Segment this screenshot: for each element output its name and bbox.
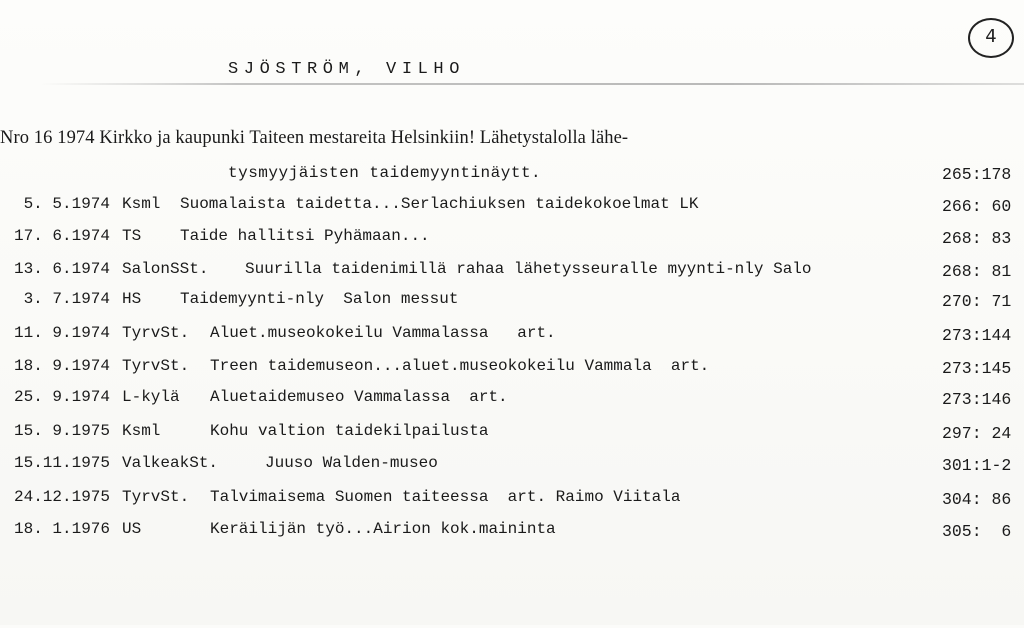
entry-source: Ksml <box>122 422 161 440</box>
entry-date: 17. 6.1974 <box>13 227 110 245</box>
entry-reference: 273:145 <box>942 359 1012 378</box>
entry-date: 13. 6.1974 <box>13 260 110 278</box>
intro-line-1: Nro 16 1974 Kirkko ja kaupunki Taiteen mestareita Helsinkiin! Lähetystalolla lähe- <box>0 128 629 148</box>
list-item <box>0 324 1024 350</box>
entry-title: Taide hallitsi Pyhämaan... <box>180 227 430 245</box>
list-item <box>0 357 1024 383</box>
entry-title: Taidemyynti-nly Salon messut <box>180 290 459 308</box>
entry-source: ValkeakSt. <box>122 454 219 472</box>
entry-title: Treen taidemuseon...aluet.museokokeilu Vammala art. <box>210 357 710 375</box>
entry-date: 15.11.1975 <box>13 454 110 472</box>
entry-date: 18. 1.1976 <box>13 520 110 538</box>
entry-source: US <box>122 520 142 538</box>
header-divider <box>40 83 1024 85</box>
entry-reference: 268: 83 <box>942 229 1012 248</box>
entry-title: Talvimaisema Suomen taiteessa art. Raimo Viitala <box>210 488 681 506</box>
entry-source: TyrvSt. <box>122 488 190 506</box>
page-title: SJÖSTRÖM, VILHO <box>228 60 466 79</box>
list-item <box>0 195 1024 221</box>
entry-date: 11. 9.1974 <box>13 324 110 342</box>
entry-date: 25. 9.1974 <box>13 388 110 406</box>
list-item <box>0 290 1024 316</box>
entry-source: TS <box>122 227 142 245</box>
entry-reference: 305: 6 <box>942 522 1012 541</box>
entry-reference: 304: 86 <box>942 490 1012 509</box>
entry-reference: 266: 60 <box>942 197 1012 216</box>
entry-reference: 273:146 <box>942 390 1012 409</box>
intro-reference: 265:178 <box>942 165 1012 184</box>
list-item <box>0 488 1024 514</box>
entry-source: HS <box>122 290 142 308</box>
entry-source: Ksml <box>122 195 161 213</box>
page-number-badge: 4 <box>968 18 1014 58</box>
entry-reference: 297: 24 <box>942 424 1012 443</box>
entry-reference: 273:144 <box>942 326 1012 345</box>
entry-title: Aluet.museokokeilu Vammalassa art. <box>210 324 556 342</box>
entry-source: L-kylä <box>122 388 180 406</box>
entry-source: SalonSSt. <box>122 260 209 278</box>
entry-date: 3. 7.1974 <box>23 290 110 308</box>
entry-date: 18. 9.1974 <box>13 357 110 375</box>
entry-date: 5. 5.1974 <box>23 195 110 213</box>
entry-date: 15. 9.1975 <box>13 422 110 440</box>
entry-source: TyrvSt. <box>122 324 190 342</box>
entry-title: Keräilijän työ...Airion kok.maininta <box>210 520 556 538</box>
entry-reference: 270: 71 <box>942 292 1012 311</box>
entry-title: Suurilla taidenimillä rahaa lähetysseuralle myynti-nly Salo <box>245 260 812 278</box>
entry-reference: 268: 81 <box>942 262 1012 281</box>
list-item <box>0 520 1024 546</box>
entry-title: Juuso Walden-museo <box>265 454 438 472</box>
list-item <box>0 422 1024 448</box>
entry-title: Suomalaista taidetta...Serlachiuksen taidekokoelmat LK <box>180 195 699 213</box>
intro-line-2: tysmyyjäisten taidemyyntinäytt. <box>228 164 542 182</box>
list-item <box>0 227 1024 253</box>
entry-title: Kohu valtion taidekilpailusta <box>210 422 489 440</box>
list-item <box>0 454 1024 480</box>
entry-title: Aluetaidemuseo Vammalassa art. <box>210 388 508 406</box>
list-item <box>0 260 1024 286</box>
entry-reference: 301:1-2 <box>942 456 1012 475</box>
entry-source: TyrvSt. <box>122 357 190 375</box>
entry-date: 24.12.1975 <box>13 488 110 506</box>
list-item <box>0 388 1024 414</box>
